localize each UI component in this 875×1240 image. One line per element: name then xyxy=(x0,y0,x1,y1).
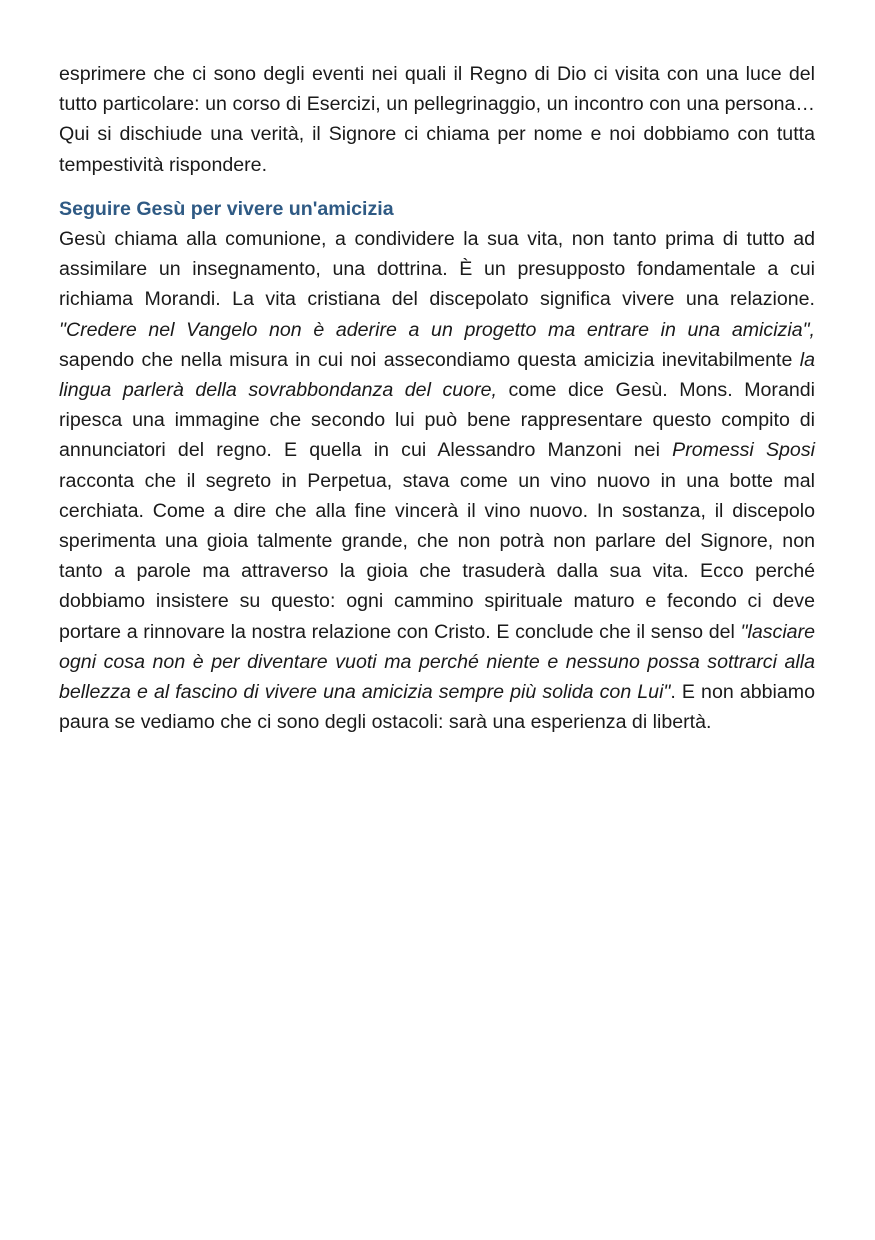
quote-credere-nel-vangelo: "Credere nel Vangelo non è aderire a un progetto ma entrare in una amicizia", xyxy=(59,318,815,341)
title-promessi-sposi: Promessi Sposi xyxy=(672,439,815,462)
body-text-2: sapendo che nella misura in cui noi assecondiamo questa amicizia inevitabilmente xyxy=(59,348,800,371)
section-heading: Seguire Gesù per vivere un'amicizia xyxy=(59,197,394,220)
intro-paragraph: esprimere che ci sono degli eventi nei quali il Regno di Dio ci visita con una luce del tutto particolare: un corso di Esercizi, un pellegrinaggio, un incontro con una persona… Qui si dischiude una verità, il Signore ci chiama per nome e noi dobbiamo con tutta tempestività rispondere. xyxy=(59,63,815,176)
body-text-3: come dice Gesù. Mons. Morandi ripesca una immagine che secondo lui può bene rappresentare questo compito di annunciatori del regno. E quella in cui Alessandro Manzoni nei xyxy=(59,379,815,462)
body-text-1: Gesù chiama alla comunione, a condividere la sua vita, non tanto prima di tutto ad assimilare un insegnamento, una dottrina. È un presupposto fondamentale a cui richiama Morandi. La vita cristiana del discepolato significa vivere una relazione. xyxy=(59,228,815,311)
document-page xyxy=(59,59,815,737)
quote-lasciare-ogni-cosa: "lasciare ogni cosa non è per diventare vuoti ma perché niente e nessuno possa sottrarci alla bellezza e al fascino di vivere una amicizia sempre più solida con Lui" xyxy=(59,620,815,704)
body-text-4: racconta che il segreto in Perpetua, stava come un vino nuovo in una botte mal cerchiata. Come a dire che alla fine vincerà il vino nuovo. In sostanza, il discepolo sperimenta una gioia talmente grande, che non potrà non parlare del Signore, non tanto a parole ma attraverso la gioia che trasuderà dalla sua vita. Ecco perché dobbiamo insistere su questo: ogni cammino spirituale maturo e fecondo ci deve portare a rinnovare la nostra relazione con Cristo. E conclude che il senso del xyxy=(59,469,815,643)
section-body-paragraph xyxy=(59,224,815,737)
quote-lingua-parlera: la lingua parlerà della sovrabbondanza del cuore, xyxy=(59,348,815,402)
body-text-5: . E non abbiamo paura se vediamo che ci sono degli ostacoli: sarà una esperienza di libertà. xyxy=(59,681,815,734)
